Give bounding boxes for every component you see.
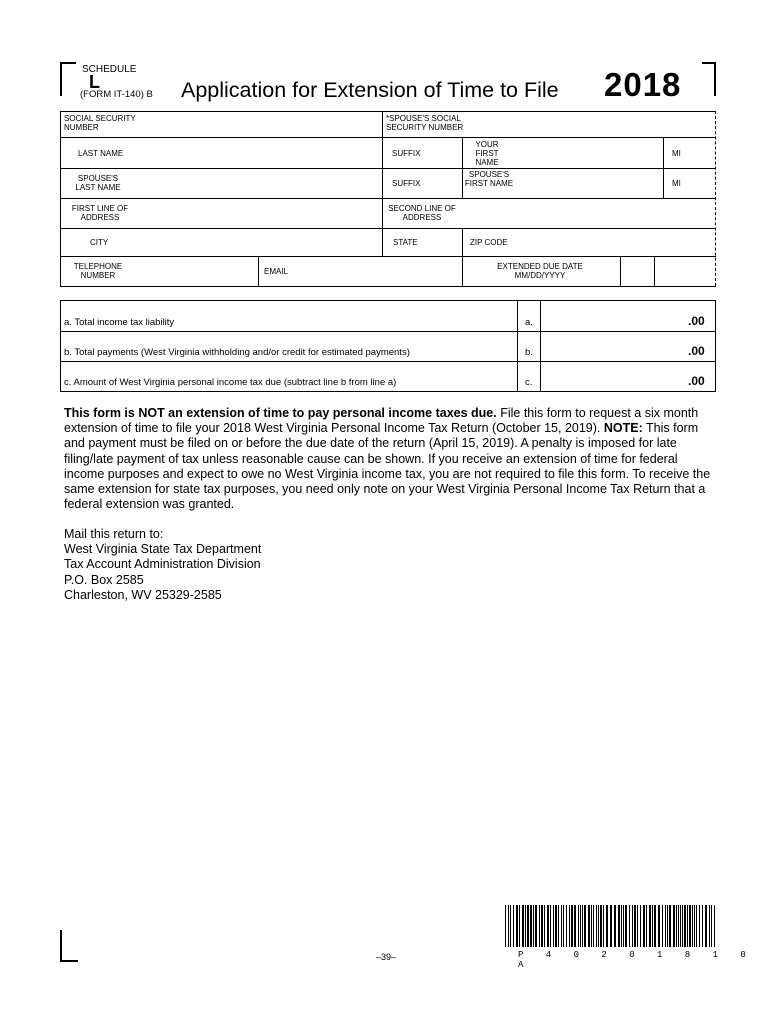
- barcode-bar: [699, 905, 700, 947]
- page-number: –39–: [376, 952, 397, 962]
- mail-line4: Charleston, WV 25329-2585: [64, 587, 222, 602]
- address-line2-label: SECOND LINE OF ADDRESS: [388, 204, 456, 222]
- suffix-label: SUFFIX: [392, 149, 421, 158]
- barcode-bar: [571, 905, 573, 947]
- barcode-bar: [614, 905, 616, 947]
- barcode-bar: [525, 905, 526, 947]
- spouse-middle-initial-field[interactable]: [672, 179, 681, 188]
- first-name-field[interactable]: [464, 140, 510, 167]
- notice-paragraph: [64, 406, 714, 512]
- barcode-bar: [505, 905, 506, 947]
- barcode-bar: [591, 905, 592, 947]
- city-label: CITY: [90, 238, 109, 247]
- barcode-bar: [678, 905, 679, 947]
- barcode-bar: [680, 905, 681, 947]
- spouse-last-name-field[interactable]: [70, 174, 126, 192]
- barcode-bar: [566, 905, 567, 947]
- barcode-bar: [640, 905, 641, 947]
- barcode-bar: [652, 905, 653, 947]
- barcode-bar: [692, 905, 693, 947]
- barcode-bar: [555, 905, 557, 947]
- barcode-bar: [606, 905, 608, 947]
- last-name-field[interactable]: [78, 149, 123, 158]
- barcode: [505, 905, 717, 947]
- barcode-bar: [544, 905, 545, 947]
- barcode-bar: [625, 905, 627, 947]
- barcode-bar: [696, 905, 697, 947]
- crop-mark-top-right: [702, 62, 716, 96]
- mail-heading: Mail this return to:: [64, 527, 164, 541]
- barcode-bar: [684, 905, 686, 947]
- barcode-bar: [519, 905, 520, 947]
- barcode-bar: [513, 905, 514, 947]
- line-b-letter: b.: [525, 347, 533, 358]
- address-line2-field[interactable]: [386, 204, 458, 222]
- barcode-bar: [596, 905, 597, 947]
- barcode-bar: [541, 905, 543, 947]
- barcode-bar: [527, 905, 529, 947]
- mailing-address: [64, 527, 261, 603]
- tax-year: 2018: [604, 66, 682, 103]
- barcode-bar: [600, 905, 602, 947]
- barcode-bar: [533, 905, 534, 947]
- crop-mark-bottom-left: [60, 930, 78, 962]
- barcode-bar: [669, 905, 671, 947]
- barcode-bar: [682, 905, 683, 947]
- line-a-letter: a.: [525, 317, 533, 328]
- barcode-bar: [563, 905, 564, 947]
- barcode-bar: [569, 905, 570, 947]
- barcode-bar: [709, 905, 710, 947]
- barcode-bar: [623, 905, 624, 947]
- barcode-bar: [711, 905, 712, 947]
- email-field[interactable]: [264, 267, 288, 276]
- spouse-middle-initial-label: MI: [672, 179, 681, 188]
- zip-code-label: ZIP CODE: [470, 238, 508, 247]
- schedule-letter: L: [89, 72, 100, 92]
- barcode-bar: [547, 905, 549, 947]
- barcode-bar: [621, 905, 622, 947]
- barcode-bar: [654, 905, 656, 947]
- barcode-bar: [662, 905, 663, 947]
- middle-initial-label: MI: [672, 149, 681, 158]
- notice-text-part2: This form and payment must be filed on or before the due date of the return (April 15, 2019). A penalty is imposed for late filing/late payment of tax unless reasonable cause can be shown. If you receive an extension of time for federal income purposes and expect to owe no West Virginia income tax, you are not required to file this form. To receive the same extension for state tax purposes, you need only note on your West Virginia Personal Income Tax Return that a federal extension was granted.: [64, 421, 711, 512]
- barcode-bar: [603, 905, 604, 947]
- spouse-ssn-field[interactable]: [386, 114, 476, 132]
- telephone-field[interactable]: [66, 262, 130, 280]
- barcode-bar: [574, 905, 576, 947]
- barcode-bar: [558, 905, 559, 947]
- barcode-bar: [535, 905, 537, 947]
- state-field[interactable]: [393, 238, 418, 247]
- barcode-bar: [516, 905, 518, 947]
- barcode-text: P 4 0 2 0 1 8 1 0 A: [518, 950, 755, 970]
- barcode-bar: [582, 905, 583, 947]
- spouse-first-name-field[interactable]: [464, 170, 514, 188]
- barcode-bar: [676, 905, 677, 947]
- barcode-bar: [705, 905, 707, 947]
- extended-due-date-label: EXTENDED DUE DATE: [497, 262, 583, 271]
- first-name-label: YOUR FIRST NAME: [475, 140, 499, 167]
- mail-line2: Tax Account Administration Division: [64, 557, 261, 572]
- barcode-bar: [598, 905, 599, 947]
- barcode-bar: [510, 905, 511, 947]
- barcode-bar: [687, 905, 688, 947]
- barcode-bar: [646, 905, 647, 947]
- barcode-bar: [637, 905, 638, 947]
- barcode-bar: [667, 905, 668, 947]
- barcode-bar: [550, 905, 551, 947]
- barcode-bar: [634, 905, 636, 947]
- extended-due-date-field[interactable]: [464, 262, 616, 280]
- barcode-bar: [714, 905, 715, 947]
- mail-line1: West Virginia State Tax Department: [64, 542, 262, 557]
- address-line1-field[interactable]: [68, 204, 132, 222]
- line-b-amount-input[interactable]: .00: [688, 344, 705, 358]
- line-c-letter: c.: [525, 377, 533, 388]
- ssn-label: SOCIAL SECURITY NUMBER: [64, 114, 136, 132]
- state-label: STATE: [393, 238, 418, 247]
- mail-line3: P.O. Box 2585: [64, 572, 144, 587]
- address-line1-label: FIRST LINE OF ADDRESS: [71, 204, 129, 222]
- telephone-label: TELEPHONE NUMBER: [73, 262, 123, 280]
- barcode-bar: [694, 905, 695, 947]
- spouse-suffix-field[interactable]: [392, 179, 420, 188]
- barcode-bar: [658, 905, 660, 947]
- spouse-first-name-label: SPOUSE'S FIRST NAME: [464, 170, 514, 188]
- barcode-bar: [629, 905, 630, 947]
- crop-mark-top-left: [60, 62, 76, 96]
- barcode-bar: [508, 905, 509, 947]
- middle-initial-field[interactable]: [672, 149, 681, 158]
- barcode-bar: [643, 905, 645, 947]
- barcode-bar: [649, 905, 651, 947]
- barcode-bar: [689, 905, 691, 947]
- notice-bold-text: This form is NOT an extension of time to pay personal income taxes due.: [64, 406, 497, 420]
- line-c-description: c. Amount of West Virginia personal income tax due (subtract line b from line a): [64, 377, 397, 388]
- barcode-bar: [610, 905, 612, 947]
- ssn-field[interactable]: [64, 114, 144, 132]
- barcode-bar: [553, 905, 554, 947]
- notice-text-part1: File this form to request a six month extension of time to file your 2018 West Virginia Personal Income Tax Return (October 15, 2019).: [64, 406, 699, 436]
- barcode-bar: [665, 905, 666, 947]
- barcode-bar: [578, 905, 579, 947]
- city-field[interactable]: [90, 238, 108, 247]
- barcode-bar: [673, 905, 675, 947]
- barcode-bar: [530, 905, 532, 947]
- form-reference: (FORM IT-140) B: [80, 89, 153, 100]
- barcode-bar: [702, 905, 703, 947]
- barcode-bar: [632, 905, 633, 947]
- last-name-label: LAST NAME: [78, 149, 124, 158]
- spouse-suffix-label: SUFFIX: [392, 179, 421, 188]
- suffix-field[interactable]: [392, 149, 420, 158]
- line-a-amount-input[interactable]: .00: [688, 314, 705, 328]
- barcode-bar: [539, 905, 540, 947]
- barcode-bar: [522, 905, 524, 947]
- line-a-description: a. Total income tax liability: [64, 317, 175, 328]
- line-c-amount-input[interactable]: .00: [688, 374, 705, 388]
- email-label: EMAIL: [264, 267, 289, 276]
- page-title: Application for Extension of Time to File: [181, 78, 559, 102]
- zip-code-field[interactable]: [470, 238, 508, 247]
- barcode-bar: [618, 905, 620, 947]
- schedule-label: SCHEDULE: [82, 64, 137, 75]
- barcode-bar: [588, 905, 590, 947]
- spouse-ssn-label: *SPOUSE'S SOCIAL SECURITY NUMBER: [386, 114, 464, 132]
- barcode-bar: [593, 905, 594, 947]
- notice-note-label: NOTE:: [603, 421, 643, 436]
- barcode-bar: [561, 905, 562, 947]
- line-b-description: b. Total payments (West Virginia withholding and/or credit for estimated payments): [64, 347, 410, 358]
- barcode-bar: [584, 905, 586, 947]
- spouse-last-name-label: SPOUSE'S LAST NAME: [75, 174, 121, 192]
- date-format-label: MM/DD/YYYY: [514, 271, 566, 280]
- barcode-bar: [580, 905, 581, 947]
